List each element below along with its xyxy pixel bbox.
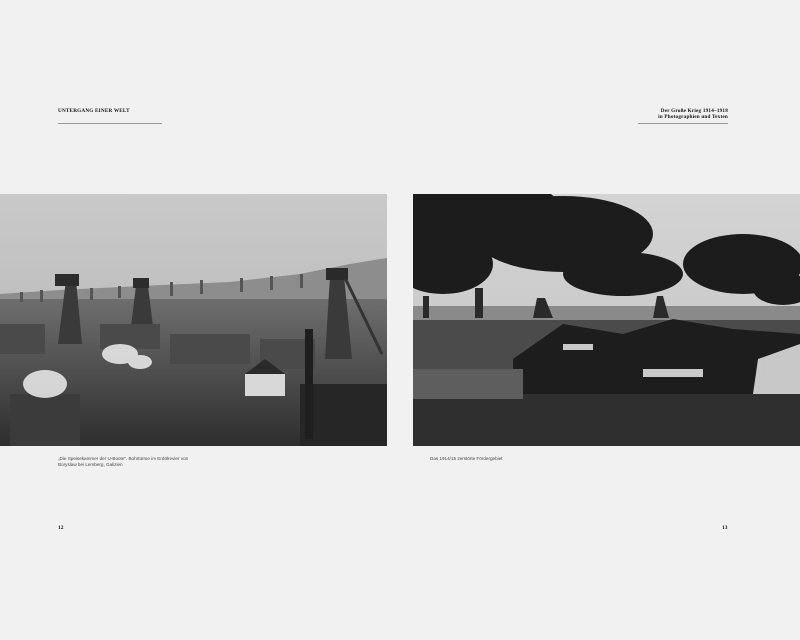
running-head-right-line2: in Photographien und Texten bbox=[658, 114, 728, 120]
running-head-right bbox=[658, 108, 728, 120]
caption-right: Das 1914/15 zerstörte Fördergebiet bbox=[430, 456, 503, 461]
running-head-right-line1: Der Große Krieg 1914–1918 bbox=[660, 108, 728, 114]
caption-left: „Die Speisekammer der U-Boote“. Bohrtürme im Erdölrevier von Boryslaw bei Lemberg, Galizien bbox=[58, 456, 189, 467]
page-number-left: 12 bbox=[58, 525, 64, 531]
running-head-left: UNTERGANG EINER WELT bbox=[58, 108, 130, 114]
header-rule-right bbox=[638, 123, 728, 124]
photo-destroyed-field bbox=[413, 194, 800, 446]
header-rule-left bbox=[58, 123, 162, 124]
page-number-right: 13 bbox=[722, 525, 728, 531]
photo-oil-derricks bbox=[0, 194, 387, 446]
